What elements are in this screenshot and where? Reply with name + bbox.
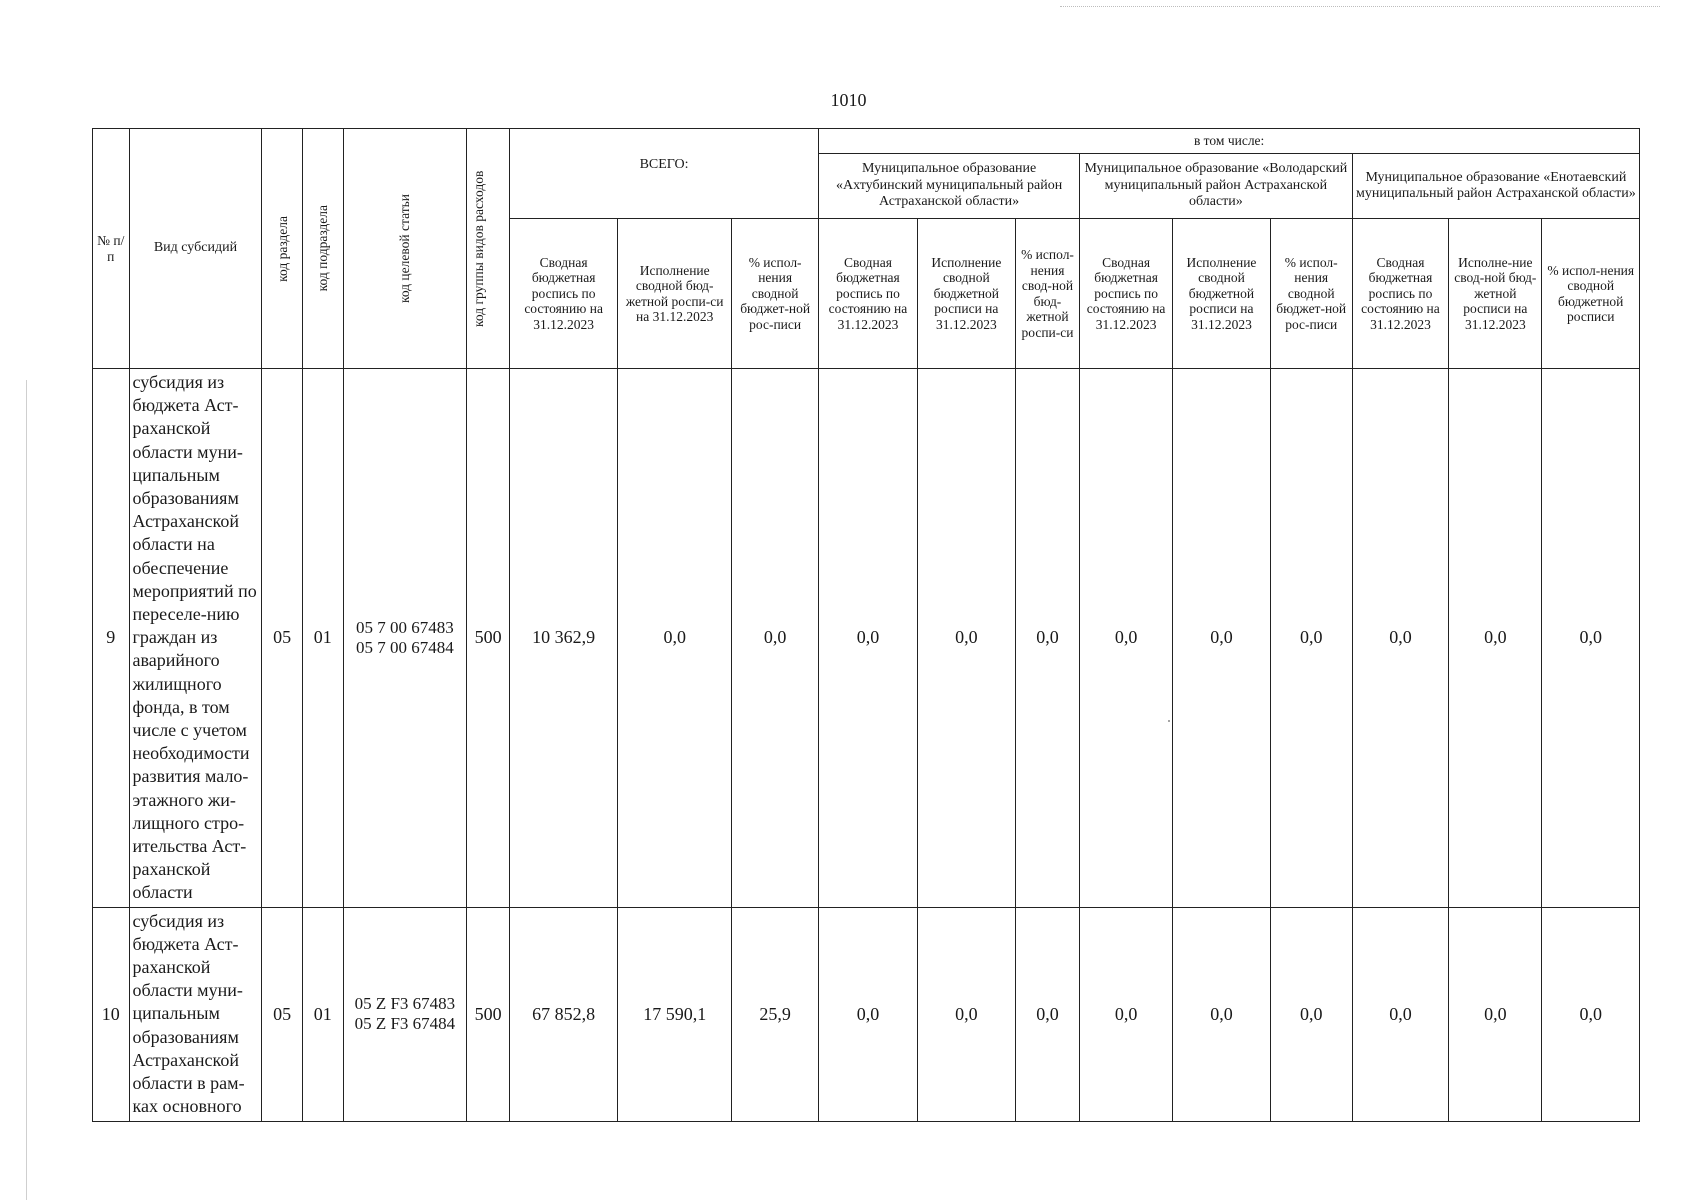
row-description: субсидия из бюджета Аст-раханской области муни-ципальным образованиям Астраханской области в рам-ках основного [129,907,262,1121]
header-total-percent: % испол-нения сводной бюджет-ной рос-писи [732,219,819,369]
header-total-execution: Исполнение сводной бюд-жетной роспи-си на 31.12.2023 [618,219,732,369]
header-total: ВСЕГО: [509,129,818,219]
header-m2-plan: Сводная бюджетная роспись по состоянию на 31.12.2023 [1079,219,1172,369]
header-type: Вид субсидий [129,129,262,369]
row-m3-plan: 0,0 [1352,907,1448,1121]
header-num: № п/п [93,129,130,369]
row-m2-plan: 0,0 [1079,369,1172,908]
row-section: 05 [262,907,303,1121]
row-subsection: 01 [302,369,343,908]
header-m1-percent: % испол-нения свод-ной бюд-жетной роспи-си [1016,219,1080,369]
header-m2-execution: Исполнение сводной бюджетной росписи на 31.12.2023 [1173,219,1270,369]
table-row [93,369,1640,908]
header-subsection-code-label: код подраздела [315,205,331,292]
row-m3-execution: 0,0 [1449,907,1542,1121]
row-target-code: 05 Z F3 67484 [354,1014,456,1034]
row-m2-execution: 0,0 [1173,907,1270,1121]
row-total-execution: 0,0 [618,369,732,908]
header-municipality-akhtubinsky: Муниципальное образование «Ахтубинский муниципальный район Астраханской области» [819,154,1080,219]
header-expense-group-code-label: код группы видов расходов [471,170,487,327]
table-row [93,907,1640,1121]
row-m3-percent: 0,0 [1542,907,1640,1121]
row-m3-plan: 0,0 [1352,369,1448,908]
header-section-code-label: код раздела [274,215,290,282]
row-target-code: 05 Z F3 67483 [354,994,456,1014]
header-m3-execution: Исполне-ние свод-ной бюд-жетной росписи на 31.12.2023 [1449,219,1542,369]
header-m2-percent: % испол-нения сводной бюджет-ной рос-писи [1270,219,1352,369]
row-num: 10 [93,907,130,1121]
header-m1-execution: Исполнение сводной бюджетной росписи на 31.12.2023 [917,219,1015,369]
row-m1-plan: 0,0 [819,369,917,908]
row-total-execution: 17 590,1 [618,907,732,1121]
scan-edge [26,380,27,1200]
row-m1-execution: 0,0 [917,907,1015,1121]
row-description: субсидия из бюджета Аст-раханской области муни-ципальным образованиям Астраханской области на обеспечение мероприятий по переселе-нию граждан из аварийного жилищного фонда, в том числе с учетом необходимости развития мало-этажного жи-лищного стро-ительства Аст-раханской области [129,369,262,908]
row-total-percent: 25,9 [732,907,819,1121]
header-expense-group-code [467,129,510,369]
header-municipality-enotaevsky: Муниципальное образование «Енотаевский муниципальный район Астраханской области» [1352,154,1639,219]
row-m2-execution: 0,0 [1173,369,1270,908]
page-number: 1010 [830,90,867,110]
row-num: 9 [93,369,130,908]
subsidy-table [92,128,1640,1122]
row-section: 05 [262,369,303,908]
row-target-codes [343,369,467,908]
row-total-plan: 67 852,8 [509,907,618,1121]
row-target-codes [343,907,467,1121]
row-target-code: 05 7 00 67484 [356,637,454,657]
row-m1-execution: 0,0 [917,369,1015,908]
header-m3-plan: Сводная бюджетная роспись по состоянию на 31.12.2023 [1352,219,1448,369]
header-m1-plan: Сводная бюджетная роспись по состоянию на 31.12.2023 [819,219,917,369]
header-section-code [262,129,303,369]
row-m3-percent: 0,0 [1542,369,1640,908]
row-m1-percent: 0,0 [1016,907,1080,1121]
header-target-code [343,129,467,369]
row-m1-percent: 0,0 [1016,369,1080,908]
header-municipality-volodarsky: Муниципальное образование «Володарский муниципальный район Астраханской области» [1079,154,1352,219]
row-m2-plan: 0,0 [1079,907,1172,1121]
row-m2-percent: 0,0 [1270,369,1352,908]
header-subsection-code [302,129,343,369]
header-including: в том числе: [819,129,1640,154]
row-m1-plan: 0,0 [819,907,917,1121]
header-total-plan: Сводная бюджетная роспись по состоянию на 31.12.2023 [509,219,618,369]
row-subsection: 01 [302,907,343,1121]
row-m3-execution: 0,0 [1449,369,1542,908]
row-target-code: 05 7 00 67483 [356,617,454,637]
header-target-code-label: код целевой статьи [397,193,413,304]
row-total-plan: 10 362,9 [509,369,618,908]
row-total-percent: 0,0 [732,369,819,908]
header-m3-percent: % испол-нения сводной бюджетной росписи [1542,219,1640,369]
row-m2-percent: 0,0 [1270,907,1352,1121]
scan-edge [1060,6,1660,8]
row-expense-group: 500 [467,369,510,908]
row-expense-group: 500 [467,907,510,1121]
